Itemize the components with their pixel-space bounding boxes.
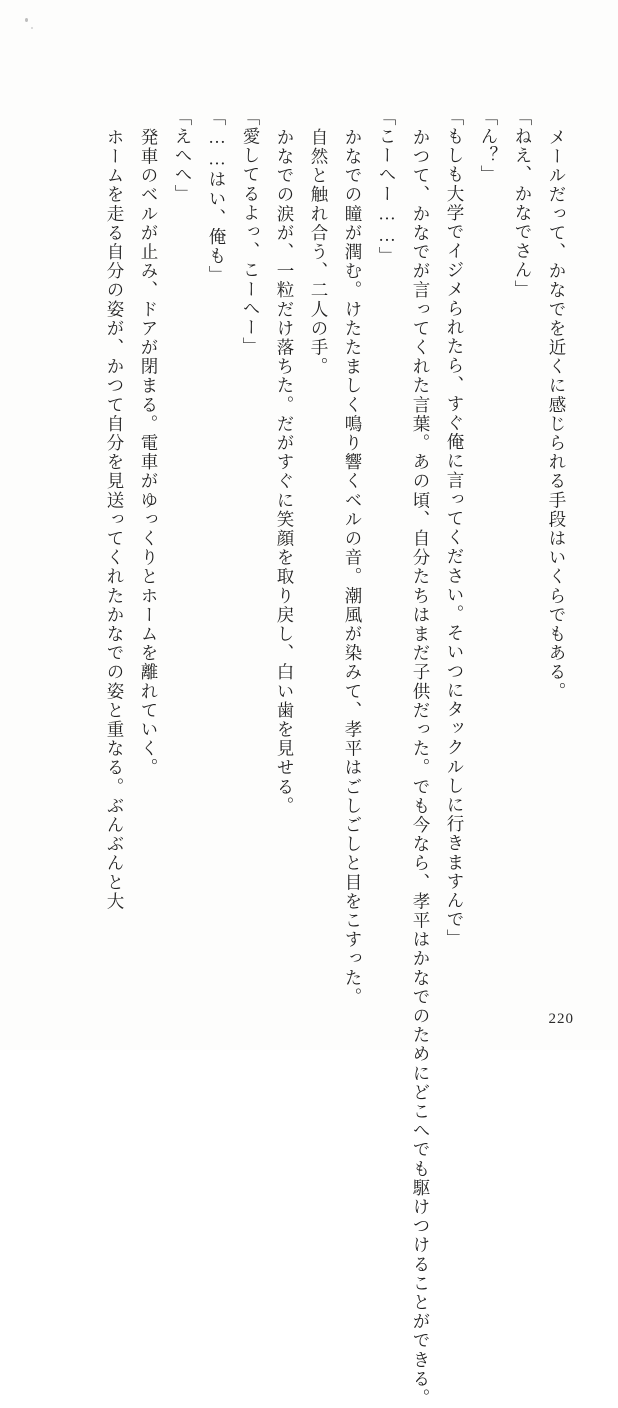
- text-line: 発車のベルが止み、ドアが閉まる。電車がゆっくりとホームを離れていく。: [139, 128, 159, 778]
- text-line: 「もしも大学でイジメられたら、すぐ俺に言ってください。そいつにタックルしに行きますんで」: [445, 108, 465, 949]
- text-line: 「えへへ」: [173, 108, 193, 204]
- text-line: 「……はい、俺も」: [207, 108, 227, 285]
- text-line: 「愛してるよっ、こーへー」: [241, 108, 261, 357]
- scan-speck-icon: [31, 27, 33, 29]
- text-line: 「こーへー……」: [377, 108, 397, 266]
- text-line: かなでの瞳が潤む。けたたましく鳴り響くベルの音。潮風が染みて、孝平はごしごしと目をこすった。: [343, 128, 363, 1007]
- text-line: かなでの涙が、一粒だけ落ちた。だがすぐに笑顔を取り戻し、白い歯を見せる。: [275, 128, 295, 816]
- scan-speck-icon: [25, 18, 28, 22]
- text-line: メールだって、かなでを近くに感じられる手段はいくらでもある。: [547, 128, 567, 701]
- text-line: 「ねえ、かなでさん」: [513, 108, 533, 299]
- text-line: 自然と触れ合う、二人の手。: [309, 128, 329, 377]
- text-line: 「ん？」: [479, 108, 499, 185]
- page-number: 220: [548, 1011, 574, 1027]
- text-line: かつて、かなでが言ってくれた言葉。あの頃、自分たちはまだ子供だった。でも今なら、孝平はかなでのためにどこへでも駆けつけることができる。: [411, 128, 431, 1408]
- text-line: ホームを走る自分の姿が、かつて自分を見送ってくれたかなでの姿と重なる。ぶんぶんと大: [105, 128, 125, 912]
